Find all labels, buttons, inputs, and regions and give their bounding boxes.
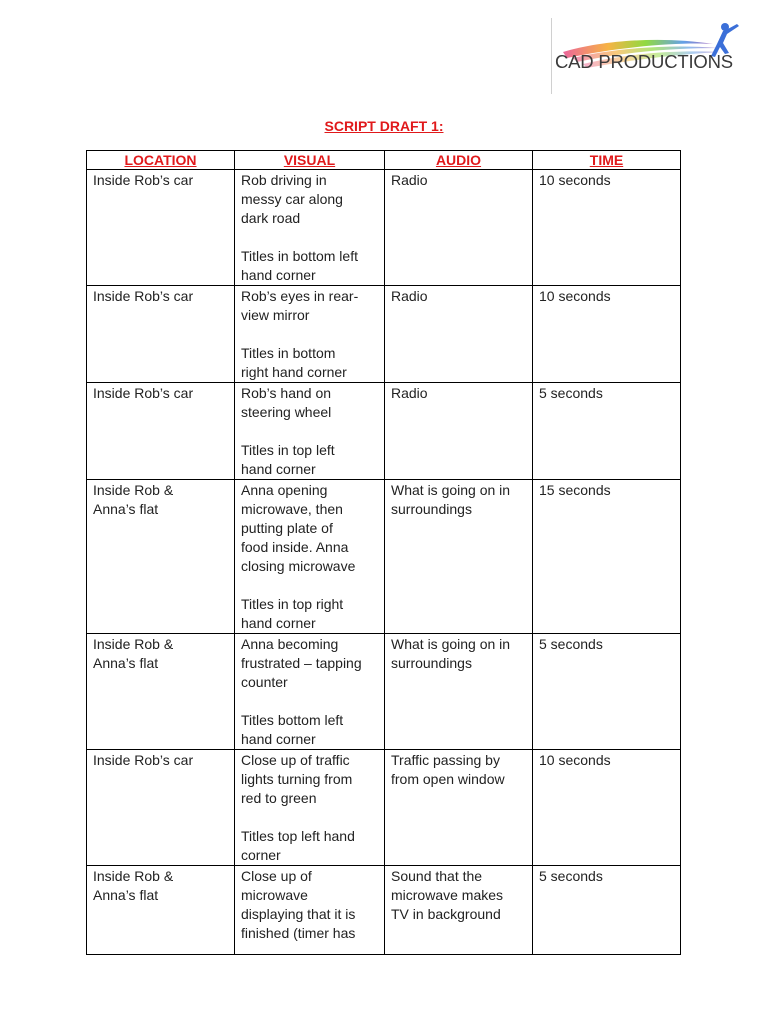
cell-line: red to green — [241, 790, 317, 806]
logo-text: CAD PRODUCTIONS — [555, 51, 733, 72]
cell-visual — [235, 480, 385, 634]
cell-line: Anna’s flat — [93, 655, 159, 671]
cell-line: lights turning from — [241, 771, 353, 787]
cell-line: Close up of traffic — [241, 752, 350, 768]
table-row — [87, 383, 681, 480]
cell-location — [87, 634, 235, 750]
cell-line: What is going on in — [391, 482, 511, 498]
cell-line: hand corner — [241, 461, 316, 477]
cell-line: Anna becoming — [241, 636, 339, 652]
cell-time — [533, 170, 681, 286]
cell-line: Inside Rob’s car — [93, 172, 194, 188]
cell-line — [241, 576, 378, 595]
cell-line: Radio — [391, 385, 428, 401]
cell-line: Anna’s flat — [93, 501, 159, 517]
cell-line: from open window — [391, 771, 505, 787]
cell-line: Inside Rob’s car — [93, 752, 194, 768]
cell-audio — [385, 383, 533, 480]
cell-time — [533, 634, 681, 750]
cell-audio — [385, 866, 533, 955]
cell-line: closing microwave — [241, 558, 356, 574]
cell-line: Close up of — [241, 868, 312, 884]
cell-line: putting plate of — [241, 520, 333, 536]
cell-line — [241, 422, 378, 441]
cell-line: microwave, then — [241, 501, 343, 517]
cell-audio — [385, 480, 533, 634]
cell-line: frustrated – tapping — [241, 655, 362, 671]
cell-line: Rob’s hand on — [241, 385, 332, 401]
cell-line: 10 seconds — [539, 288, 611, 304]
cell-time — [533, 286, 681, 383]
cell-line: Titles in bottom — [241, 345, 336, 361]
cell-visual — [235, 866, 385, 955]
cell-location — [87, 750, 235, 866]
cell-location — [87, 170, 235, 286]
script-table — [86, 150, 681, 955]
cell-line: hand corner — [241, 267, 316, 283]
cell-line: Rob’s eyes in rear- — [241, 288, 359, 304]
cell-line: TV in background — [391, 906, 501, 922]
cell-line: dark road — [241, 210, 301, 226]
cell-visual — [235, 170, 385, 286]
table-row — [87, 480, 681, 634]
cell-line: Inside Rob’s car — [93, 385, 194, 401]
cell-visual — [235, 750, 385, 866]
cell-line: 5 seconds — [539, 868, 603, 884]
cell-line — [241, 228, 378, 247]
cell-line: 15 seconds — [539, 482, 611, 498]
table-row — [87, 866, 681, 955]
cell-line: Anna opening — [241, 482, 328, 498]
cell-time — [533, 383, 681, 480]
page-title: SCRIPT DRAFT 1: — [324, 118, 444, 134]
cell-line — [241, 692, 378, 711]
column-header-time: TIME — [533, 151, 681, 170]
cell-line: 10 seconds — [539, 752, 611, 768]
cell-line: food inside. Anna — [241, 539, 349, 555]
cell-line — [241, 808, 378, 827]
cell-line: steering wheel — [241, 404, 332, 420]
cell-line: Inside Rob & — [93, 636, 174, 652]
cell-line: microwave makes — [391, 887, 504, 903]
cell-line: surroundings — [391, 655, 472, 671]
cell-line: Inside Rob & — [93, 482, 174, 498]
cell-line: Titles top left hand — [241, 828, 355, 844]
cell-line: Inside Rob’s car — [93, 288, 194, 304]
cell-audio — [385, 286, 533, 383]
table-header-row — [87, 151, 681, 170]
column-header-audio: AUDIO — [385, 151, 533, 170]
cell-line: hand corner — [241, 615, 316, 631]
table-row — [87, 286, 681, 383]
cell-time — [533, 866, 681, 955]
cell-line: counter — [241, 674, 288, 690]
cell-line: 5 seconds — [539, 385, 603, 401]
cell-line: finished (timer has — [241, 925, 356, 941]
cell-visual — [235, 383, 385, 480]
cell-line: Titles in top right — [241, 596, 344, 612]
cell-visual — [235, 634, 385, 750]
cell-line: messy car along — [241, 191, 343, 207]
cell-location — [87, 480, 235, 634]
cell-audio — [385, 634, 533, 750]
cell-line: Inside Rob & — [93, 868, 174, 884]
cell-line: Titles in top left — [241, 442, 335, 458]
cell-location — [87, 286, 235, 383]
cell-visual — [235, 286, 385, 383]
cell-line: view mirror — [241, 307, 310, 323]
cell-line: Traffic passing by — [391, 752, 500, 768]
cell-time — [533, 750, 681, 866]
cell-line: Rob driving in — [241, 172, 327, 188]
table-row — [87, 634, 681, 750]
cell-line: 5 seconds — [539, 636, 603, 652]
cell-time — [533, 480, 681, 634]
cell-audio — [385, 170, 533, 286]
cell-line: Titles in bottom left — [241, 248, 358, 264]
column-header-location: LOCATION — [87, 151, 235, 170]
cell-audio — [385, 750, 533, 866]
cell-line — [241, 325, 378, 344]
cell-location — [87, 383, 235, 480]
cell-line: Sound that the — [391, 868, 483, 884]
cell-line: Radio — [391, 288, 428, 304]
cell-line: surroundings — [391, 501, 472, 517]
cell-line: hand corner — [241, 731, 316, 747]
cell-line: corner — [241, 847, 281, 863]
table-row — [87, 750, 681, 866]
cell-line: microwave — [241, 887, 308, 903]
cell-line: What is going on in — [391, 636, 511, 652]
table-row — [87, 170, 681, 286]
cell-line: Anna’s flat — [93, 887, 159, 903]
logo-divider — [551, 18, 552, 94]
cell-line: Titles bottom left — [241, 712, 344, 728]
cell-location — [87, 866, 235, 955]
cell-line: displaying that it is — [241, 906, 356, 922]
cell-line: 10 seconds — [539, 172, 611, 188]
column-header-visual: VISUAL — [235, 151, 385, 170]
cell-line: Radio — [391, 172, 428, 188]
cell-line: right hand corner — [241, 364, 347, 380]
